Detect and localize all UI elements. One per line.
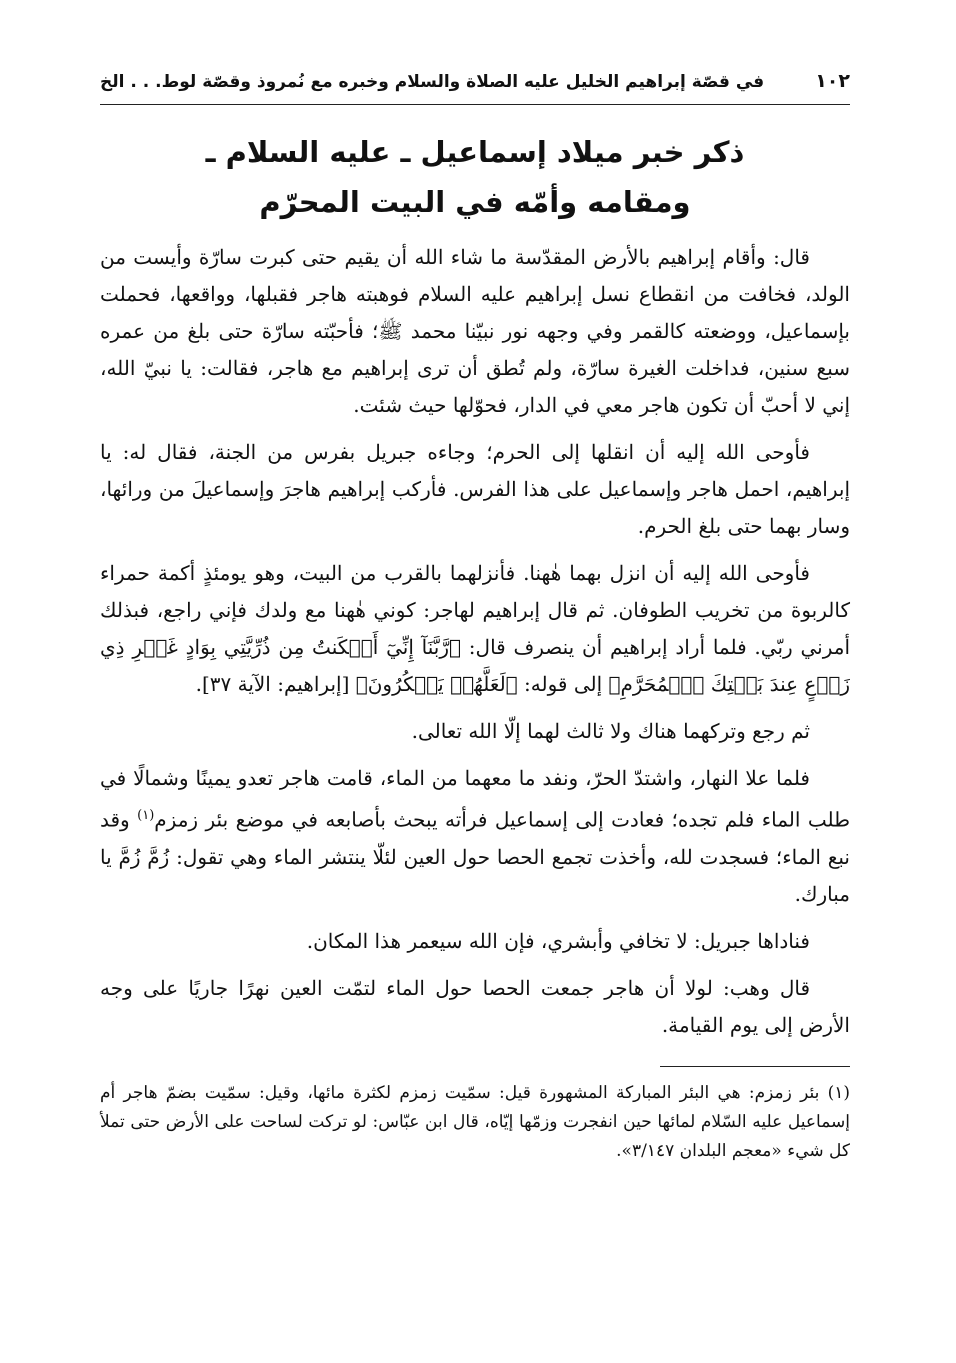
footnote: (١) بئر زمزم: هي البئر المباركة المشهورة قيل: سمّيت زمزم لكثرة مائها، وقيل: سمّيت بضمّ هاجر أم إسماعيل عليه السّلام لمائها حين انفجرت وزمّها إيّاه، قال ابن عبّاس: لو تركت لساحت على الأرض حتى تملأ كل شيء «معجم البلدان ٣/١٤٧».	[100, 1082, 850, 1161]
paragraph-1: قال: وأقام إبراهيم بالأرض المقدّسة ما شاء الله أن يقيم حتى كبرت سارّة وأيست من الولد، فخافت من انقطاع نسل إبراهيم عليه السلام فوهبته هاجر فقبلها، وواقعها، فحملت بإسماعيل، ووضعته كالقمر وفي وجهه نور نبيّنا محمد ﷺ؛ فأحبّته سارّة حتى بلغ من عمره سبع سنين، فداخلت الغيرة سارّة، ولم تُطق أن ترى إبراهيم مع هاجر، فقالت: يا نبيّ الله، إني لا أحبّ أن تكون هاجر معي في الدار، فحوّلها حيث شئت.	[100, 245, 850, 417]
paragraph-7: قال وهب: لولا أن هاجر جمعت الحصا حول الماء لتمّت العين نهرًا جاريًا على وجه الأرض إلى يوم القيامة.	[100, 975, 850, 1037]
footnote-divider	[660, 1066, 850, 1067]
paragraph-5-part-2: وقد نبع الماء؛ فسجدت لله، وأخذت تجمع الحصا حول العين لئلّا ينتشر الماء وهي تقول: زُمَّ زُمَّ يا مبارك.	[100, 807, 850, 906]
paragraph-5-part-1: فلما علا النهار، واشتدّ الحرّ، ونفد ما معهما من الماء، قامت هاجر تعدو يمينًا وشمالًا في طلب الماء فلم تجده؛ فعادت إلى إسماعيل فرأته يبحث بأصابعه في موضع بئر زمزم	[100, 766, 851, 832]
chapter-title-line-1: ذكر خبر ميلاد إسماعيل ـ عليه السلام ـ	[205, 135, 745, 169]
paragraph-3: فأوحى الله إليه أن انزل بهما هٰهنا. فأنزلهما بالقرب من البيت، وهو يومئذٍ أكمة حمراء كالربوة من تخريب الطوفان. ثم قال إبراهيم لهاجر: كوني هٰهنا مع ولدك فإني راجع، فبذلك أمرني ربّي. فلما أراد إبراهيم أن ينصرف قال: ﴿رَّبَّنَآ إِنِّيٓ أَسۡكَنتُ مِن ذُرِّيَّتِي بِوَادٍ غَيۡرِ ذِي زَرۡعٍ عِندَ بَيۡتِكَ ٱلۡمُحَرَّمِ﴾ إلى قوله: ﴿لَعَلَّهُمۡ يَشۡكُرُونَ﴾ [إبراهيم: الآية ٣٧].	[100, 561, 850, 696]
paragraph-2: فأوحى الله إليه أن انقلها إلى الحرم؛ وجاءه جبريل بفرس من الجنة، فقال له: يا إبراهيم، احمل هاجر وإسماعيل على هذا الفرس. فأركب إبراهيم هاجرَ وإسماعيلَ من ورائها، وسار بهما حتى بلغ الحرم.	[100, 440, 850, 538]
running-title: في قصّة إبراهيم الخليل عليه الصلاة والسلام وخبره مع نُمروذ وقصّة لوط. . . الخ	[100, 72, 765, 92]
paragraph-6: فناداها جبريل: لا تخافي وأبشري، فإن الله سيعمر هذا المكان.	[306, 928, 810, 953]
chapter-title-line-2: ومقامه وأمّه في البيت المحرّم	[259, 185, 691, 219]
chapter-title	[100, 127, 850, 227]
paragraph-5	[100, 760, 850, 913]
paragraph-4: ثم رجع وتركهما هناك ولا ثالث لهما إلّا الله تعالى.	[411, 719, 810, 743]
footnote-marker[interactable]: (١)	[137, 808, 155, 823]
page-number: ١٠٢	[815, 70, 850, 92]
body-text	[100, 239, 850, 1044]
book-page	[100, 60, 850, 1166]
page-header	[100, 60, 850, 105]
